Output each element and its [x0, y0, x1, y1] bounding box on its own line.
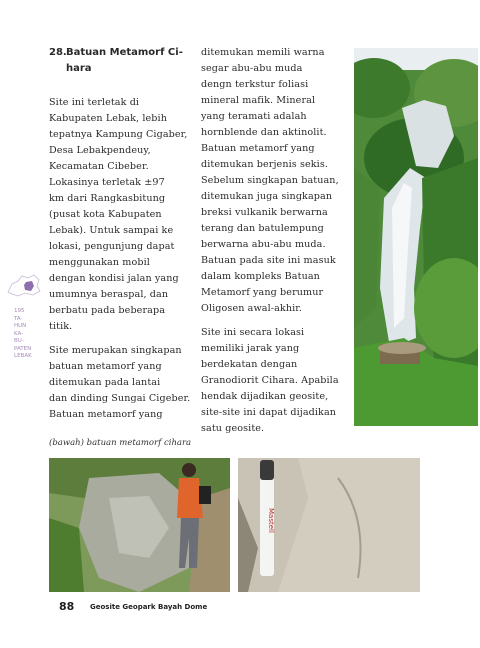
field-person-photo [49, 458, 230, 592]
side-label: 195 TA- HUN KA- BU- PATEN LEBAK [14, 308, 32, 359]
section-number: 28. [49, 47, 67, 58]
lebak-map-icon [6, 272, 42, 298]
column2-paragraph1: ditemukan memili warna segar abu-abu muda dengn terkstur foliasi mineral mafik. Mineral yang teramati adalah hornblende dan aktinolit. Batuan metamorf yang ditemukan berjenis sekis. Sebelum singkapan batuan, ditemukan juga singkapan breksi vulkanik berwarna terang dan batulempung berwarna abu-abu muda. Batuan pada site ini masuk dalam kompleks Batuan Metamorf yang berumur Oligosen awal-akhir. [201, 47, 339, 314]
section-heading [49, 45, 189, 77]
column1-paragraph2: Site merupakan singkapan batuan metamorf yang ditemukan pada lantai dan dinding Sungai Cigeber. Batuan metamorf yang [49, 345, 191, 420]
column2-paragraph2: Site ini secara lokasi memiliki jarak yang berdekatan dengan Granodiorit Cihara. Apabila hendak dijadikan geosite, site-site ini dapat dijadikan satu geosite. [201, 327, 339, 434]
column1-paragraph1: Site ini terletak di Kabupaten Lebak, lebih tepatnya Kampung Cigaber, Desa Lebakpendeuy, Kecamatan Cibeber. Lokasinya terletak ±97 km dari Rangkasbitung (pusat kota Kabupaten Lebak). Untuk sampai ke lokasi, pengunjung dapat menggunakan mobil dengan kondisi jalan yang umumnya beraspal, dan berbatu pada beberapa titik. [49, 97, 188, 332]
section-title-line1: Batuan Metamorf Ci- [66, 47, 183, 58]
book-title: Geosite Geopark Bayah Dome [90, 603, 208, 611]
page-number: 88 [59, 600, 75, 613]
section-title-line2: hara [66, 63, 92, 74]
marker-label: Mastell [267, 508, 275, 533]
waterfall-photo [354, 48, 478, 426]
rock-sample-photo [238, 458, 420, 592]
photo-caption: (bawah) batuan metamorf cihara [49, 438, 192, 448]
